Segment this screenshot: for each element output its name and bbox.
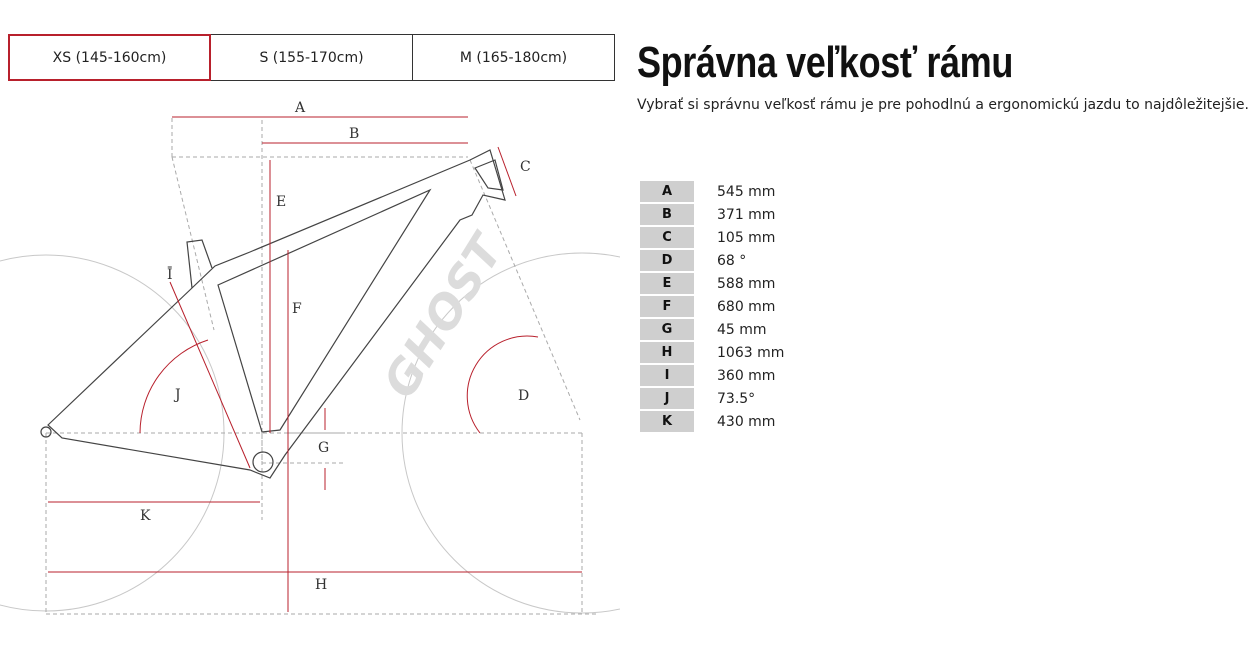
geometry-value: 45 mm bbox=[717, 321, 767, 338]
geometry-row bbox=[640, 410, 784, 433]
geometry-value: 1063 mm bbox=[717, 344, 785, 361]
geometry-key: F bbox=[640, 296, 694, 317]
tab-size-s[interactable]: S (155-170cm) bbox=[210, 35, 412, 80]
label-f: F bbox=[292, 301, 302, 317]
geometry-table bbox=[640, 180, 784, 433]
geometry-row bbox=[640, 203, 784, 226]
label-i: Ī bbox=[167, 267, 173, 283]
geometry-key: B bbox=[640, 204, 694, 225]
geometry-row bbox=[640, 387, 784, 410]
geometry-value: 73.5° bbox=[717, 390, 756, 407]
label-h: H bbox=[315, 577, 328, 593]
tab-size-xs[interactable]: XS (145-160cm) bbox=[9, 35, 210, 80]
geometry-row bbox=[640, 364, 784, 387]
label-j: J bbox=[175, 387, 181, 403]
geometry-key: G bbox=[640, 319, 694, 340]
head-angle-arc bbox=[467, 336, 538, 433]
geometry-value: 430 mm bbox=[717, 413, 776, 430]
geometry-key: J bbox=[640, 388, 694, 409]
frame-brand-text: GHOST bbox=[372, 225, 514, 408]
label-k: K bbox=[140, 508, 151, 524]
frame-geometry-diagram bbox=[0, 85, 620, 625]
geometry-value: 105 mm bbox=[717, 229, 776, 246]
geometry-value: 545 mm bbox=[717, 183, 776, 200]
geometry-key: K bbox=[640, 411, 694, 432]
geometry-row bbox=[640, 318, 784, 341]
geometry-value: 371 mm bbox=[717, 206, 776, 223]
tab-size-m[interactable]: M (165-180cm) bbox=[412, 35, 614, 80]
geometry-key: D bbox=[640, 250, 694, 271]
size-tabs bbox=[8, 34, 615, 81]
geometry-row bbox=[640, 180, 784, 203]
seat-angle-arc bbox=[140, 340, 208, 433]
geometry-value: 588 mm bbox=[717, 275, 776, 292]
page-subtitle: Vybrať si správnu veľkosť rámu je pre pohodlnú a ergonomickú jazdu to najdôležitejšie. bbox=[637, 97, 1249, 113]
geometry-key: E bbox=[640, 273, 694, 294]
geometry-key: A bbox=[640, 181, 694, 202]
page-title: Správna veľkosť rámu bbox=[637, 38, 1013, 87]
geometry-row bbox=[640, 295, 784, 318]
geometry-row bbox=[640, 272, 784, 295]
geometry-key: I bbox=[640, 365, 694, 386]
geometry-value: 680 mm bbox=[717, 298, 776, 315]
label-c: C bbox=[520, 159, 531, 175]
geometry-key: C bbox=[640, 227, 694, 248]
label-e: E bbox=[276, 194, 287, 210]
geometry-row bbox=[640, 249, 784, 272]
geometry-row bbox=[640, 226, 784, 249]
label-b: B bbox=[349, 126, 360, 142]
label-a: A bbox=[295, 100, 306, 116]
label-g: G bbox=[318, 440, 330, 456]
label-d: D bbox=[518, 388, 530, 404]
geometry-row bbox=[640, 341, 784, 364]
geometry-value: 68 ° bbox=[717, 252, 747, 269]
geometry-value: 360 mm bbox=[717, 367, 776, 384]
geometry-key: H bbox=[640, 342, 694, 363]
